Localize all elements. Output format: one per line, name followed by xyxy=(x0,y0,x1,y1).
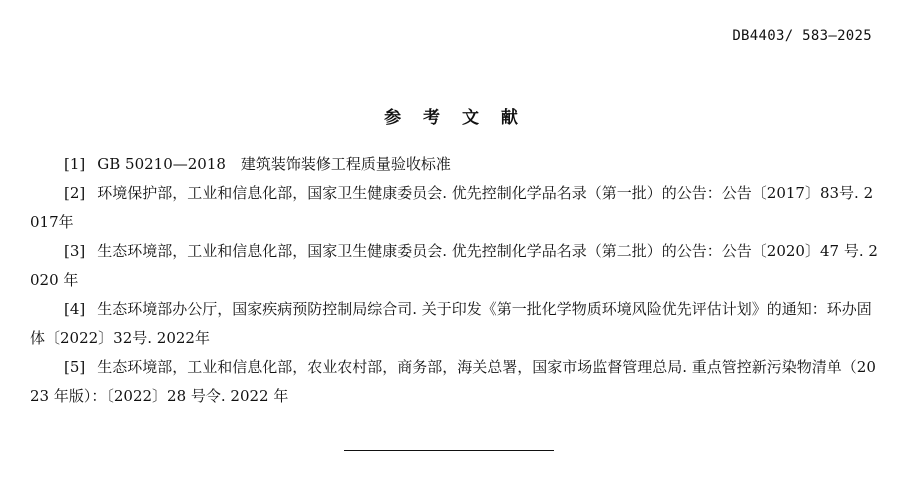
reference-item xyxy=(30,353,878,411)
end-rule-divider xyxy=(344,450,554,451)
document-code: DB4403/ 583—2025 xyxy=(732,28,872,44)
reference-number: [5] xyxy=(64,358,86,376)
reference-text: 生态环境部，工业和信息化部，国家卫生健康委员会. 优先控制化学品名录（第二批）的公告：公告〔2020〕47 号. 2020 年 xyxy=(30,242,878,289)
reference-number: [3] xyxy=(64,242,86,260)
reference-item xyxy=(30,237,878,295)
reference-text: 环境保护部，工业和信息化部，国家卫生健康委员会. 优先控制化学品名录（第一批）的公告：公告〔2017〕83号. 2017年 xyxy=(30,184,874,231)
reference-text: GB 50210—2018 建筑装饰装修工程质量验收标准 xyxy=(97,155,451,173)
section-title: 参 考 文 献 xyxy=(384,108,526,128)
reference-list xyxy=(30,150,878,411)
reference-item xyxy=(30,179,878,237)
reference-text: 生态环境部，工业和信息化部，农业农村部，商务部，海关总署，国家市场监督管理总局. 重点管控新污染物清单（2023 年版）：〔2022〕28 号令. 2022 年 xyxy=(30,358,876,405)
reference-number: [2] xyxy=(64,184,86,202)
reference-text: 生态环境部办公厅，国家疾病预防控制局综合司. 关于印发《第一批化学物质环境风险优先评估计划》的通知：环办固体〔2022〕32号. 2022年 xyxy=(30,300,872,347)
reference-item xyxy=(30,150,878,179)
reference-number: [1] xyxy=(64,155,86,173)
reference-item xyxy=(30,295,878,353)
reference-number: [4] xyxy=(64,300,86,318)
